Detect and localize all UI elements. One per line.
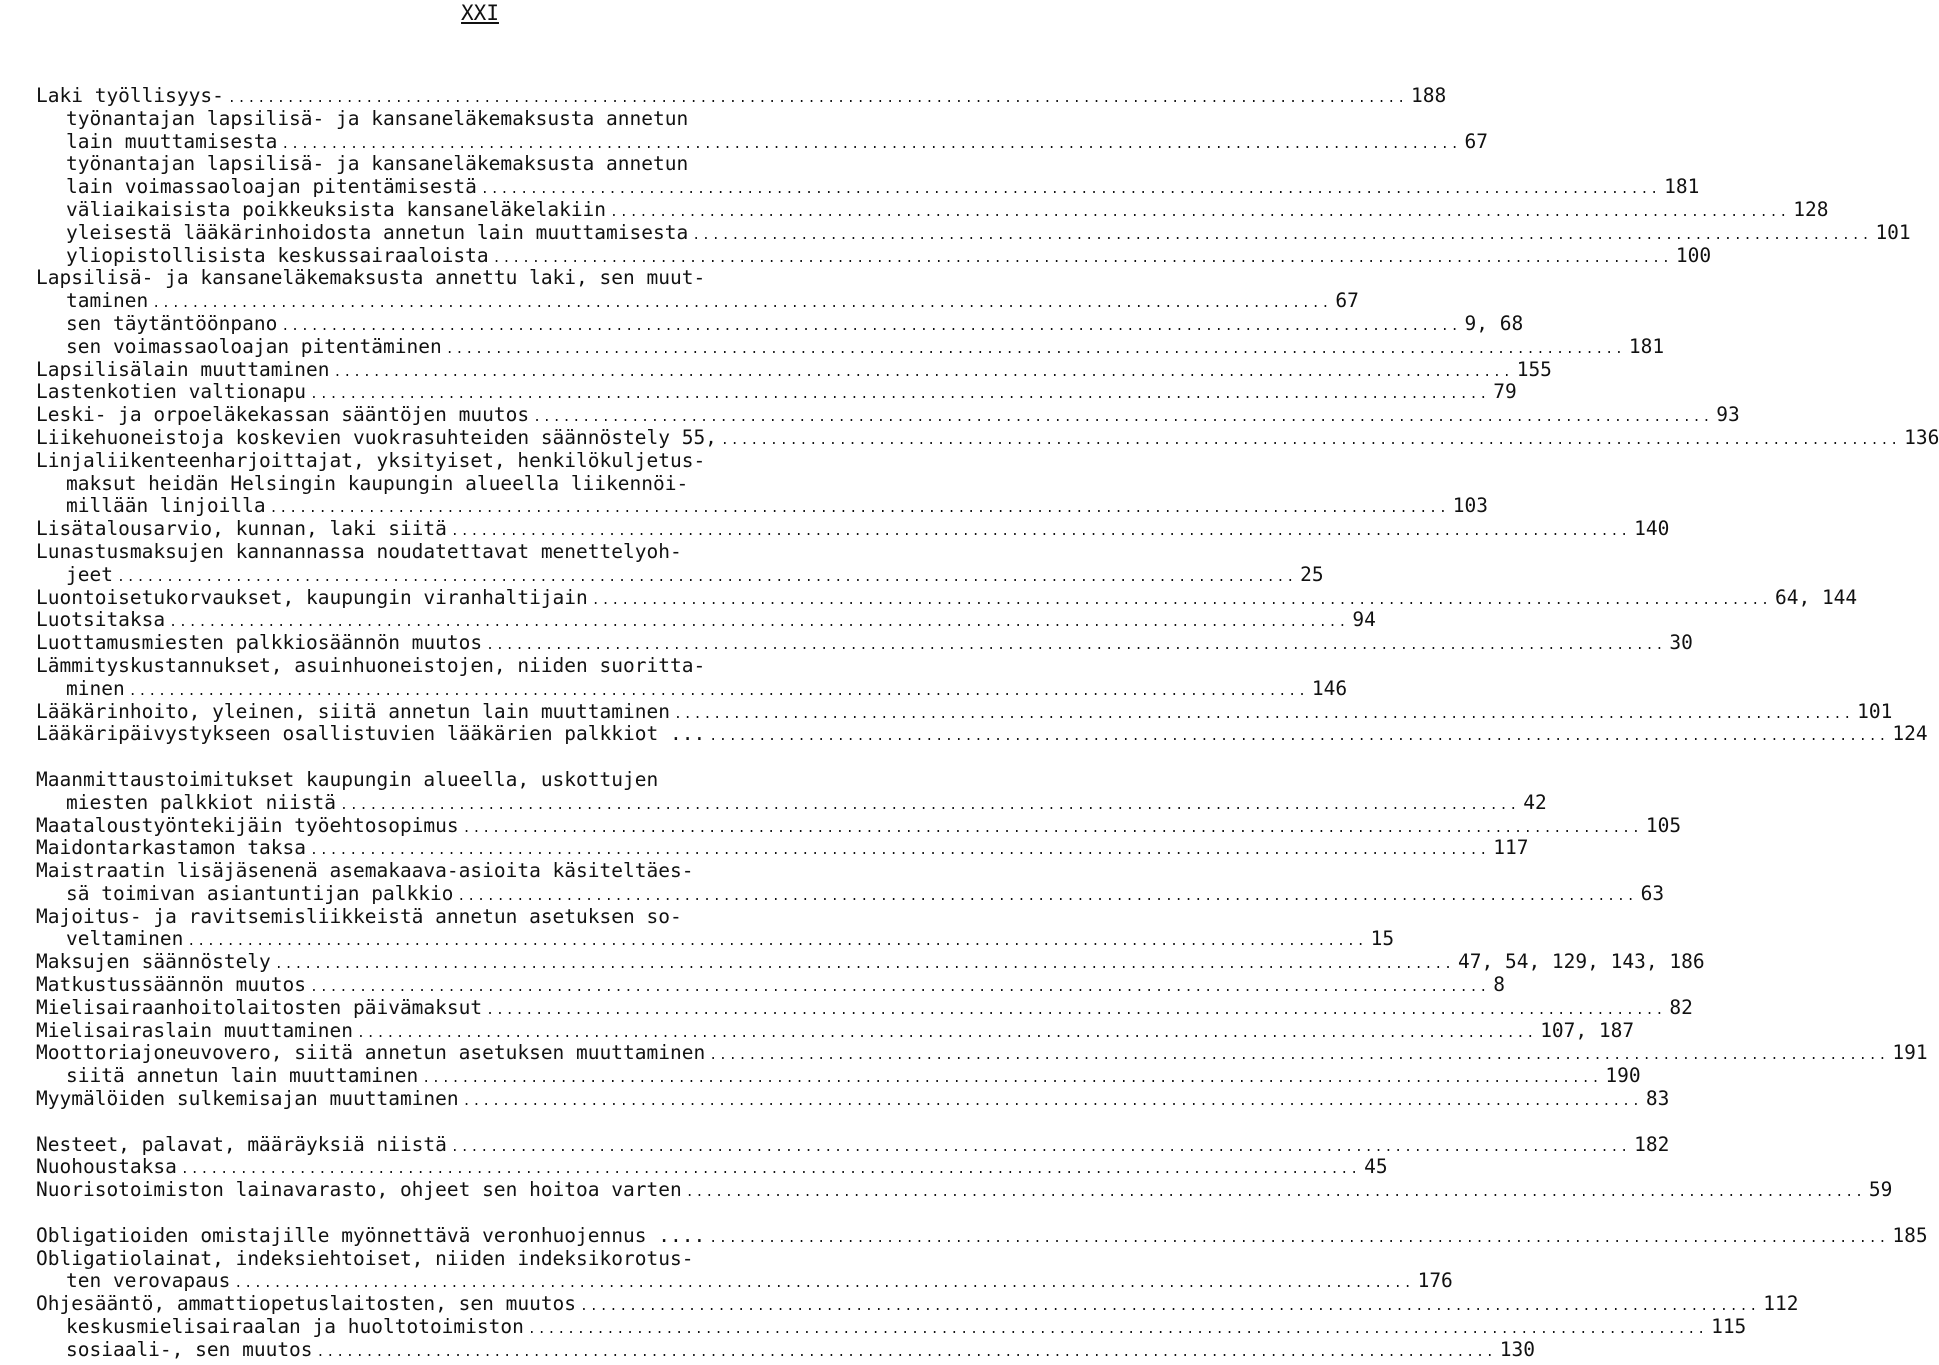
- entry-text: Luontoisetukorvaukset, kaupungin viranhaltijain: [36, 585, 588, 609]
- dot-leader: ........................................................................................................................: [422, 1071, 1602, 1087]
- entry-text: lain muuttamisesta: [66, 129, 278, 153]
- entry-text: Lääkäripäivystykseen osallistuvien lääkärien palkkiot ...: [36, 722, 706, 746]
- index-subentry: [36, 108, 908, 131]
- index-entry: [36, 973, 1505, 997]
- dot-leader: ........................................................................................................................: [281, 136, 1461, 152]
- dot-leader: ........................................................................................................................: [310, 843, 1490, 859]
- dot-leader: ........................................................................................................................: [340, 797, 1520, 813]
- page-reference: 42: [1523, 790, 1547, 814]
- page-reference: 103: [1452, 494, 1489, 518]
- entry-text: Leski- ja orpoeläkekassan sääntöjen muutos: [36, 403, 530, 427]
- dot-leader: ........................................................................................................................: [116, 569, 1297, 585]
- index-entry: [36, 1292, 1799, 1316]
- index-subentry: [36, 175, 1700, 199]
- page-reference: 185: [1892, 1223, 1928, 1247]
- dot-leader: ........................................................................................................................: [152, 296, 1332, 312]
- entry-text: Liikehuoneistoja koskevien vuokrasuhteiden säännöstely 55,: [36, 425, 717, 449]
- page-reference: 82: [1669, 995, 1693, 1019]
- index-entry: [36, 836, 1529, 860]
- entry-text: ten verovapaus: [66, 1269, 231, 1293]
- subject-index: [36, 84, 1939, 1362]
- dot-leader: ........................................................................................................................: [486, 638, 1666, 654]
- dot-leader: ........................................................................................................................: [685, 1185, 1865, 1201]
- index-entry: [36, 699, 1893, 724]
- page-reference: 25: [1300, 562, 1324, 586]
- dot-leader: ........................................................................................................................: [274, 957, 1455, 973]
- dot-leader: ........................................................................................................................: [333, 364, 1513, 380]
- index-entry: [36, 1041, 1928, 1065]
- dot-leader: ........................................................................................................................: [486, 1002, 1666, 1018]
- dot-leader: ........................................................................................................................: [709, 1048, 1889, 1064]
- index-entry: [36, 608, 1376, 632]
- section-gap: [36, 746, 908, 769]
- index-entry: [36, 906, 908, 929]
- page-reference: 30: [1669, 631, 1693, 655]
- dot-leader: ........................................................................................................................: [187, 934, 1367, 950]
- dot-leader: ........................................................................................................................: [673, 706, 1854, 722]
- index-entry: [36, 769, 908, 792]
- index-entry: [36, 1155, 1388, 1179]
- index-entry: [36, 631, 1693, 655]
- index-entry: [36, 1223, 1928, 1248]
- page-reference: 182: [1634, 1132, 1670, 1156]
- index-subentry: [36, 289, 1359, 313]
- entry-text: Mielisairaslain muuttaminen: [36, 1018, 353, 1042]
- dot-leader: ........................................................................................................................: [234, 1276, 1414, 1292]
- entry-text: Maidontarkastamon taksa: [36, 836, 307, 860]
- index-subentry: [36, 1315, 1747, 1339]
- index-subentry: [36, 562, 1324, 587]
- section-gap: [36, 1111, 908, 1134]
- dot-leader: ........................................................................................................................: [709, 729, 1889, 745]
- index-subentry: [36, 1064, 1641, 1088]
- index-entry: [36, 517, 1670, 541]
- entry-text: väliaikaisista poikkeuksista kansaneläkelakiin: [66, 197, 607, 221]
- page-reference: 188: [1411, 84, 1447, 107]
- entry-text: Nuohoustaksa: [36, 1155, 177, 1179]
- entry-text: Laki työllisyys-: [36, 84, 224, 107]
- index-subentry: [36, 311, 1524, 336]
- dot-leader: ........................................................................................................................: [281, 318, 1461, 334]
- index-subentry: [36, 473, 908, 496]
- entry-text: taminen: [66, 289, 149, 313]
- dot-leader: ........................................................................................................................: [533, 410, 1713, 426]
- entry-text: Lisätalousarvio, kunnan, laki siitä: [36, 517, 447, 541]
- page-reference: 181: [1664, 175, 1700, 199]
- index-entry: [36, 860, 908, 883]
- entry-text: Obligatioiden omistajille myönnettävä veronhuojennus ....: [36, 1223, 706, 1247]
- index-subentry: [36, 881, 1665, 906]
- dot-leader: ........................................................................................................................: [492, 250, 1672, 266]
- entry-text: maksut heidän Helsingin kaupungin alueella liikennöi-: [66, 471, 689, 495]
- index-subentry: [36, 220, 1911, 245]
- entry-text: miesten palkkiot niistä: [66, 790, 337, 814]
- dot-leader: ........................................................................................................................: [310, 387, 1490, 403]
- index-entry: [36, 1087, 1670, 1111]
- dot-leader: ........................................................................................................................: [527, 1322, 1708, 1338]
- entry-text: Moottoriajoneuvovero, siitä annetun asetuksen muuttaminen: [36, 1041, 706, 1065]
- section-gap: [36, 1202, 908, 1225]
- dot-leader: ........................................................................................................................: [462, 820, 1642, 836]
- page-reference: 45: [1364, 1155, 1388, 1179]
- index-subentry: [36, 790, 1547, 815]
- entry-text: Lapsilisälain muuttaminen: [36, 357, 330, 381]
- entry-text: yleisestä lääkärinhoidosta annetun lain muuttamisesta: [66, 220, 689, 244]
- index-entry: [36, 425, 1939, 450]
- entry-text: Nesteet, palavat, määräyksiä niistä: [36, 1132, 447, 1156]
- page-reference: 83: [1645, 1087, 1670, 1111]
- dot-leader: ........................................................................................................................: [709, 1230, 1889, 1246]
- entry-text: Luotsitaksa: [36, 608, 166, 632]
- dot-leader: ........................................................................................................................: [450, 1139, 1631, 1155]
- dot-leader: ........................................................................................................................: [457, 888, 1637, 904]
- dot-leader: ........................................................................................................................: [356, 1025, 1537, 1041]
- page-reference: 140: [1634, 517, 1670, 541]
- page-reference: 191: [1892, 1041, 1928, 1065]
- index-subentry: [36, 494, 1489, 518]
- page-reference: 101: [1857, 699, 1893, 723]
- page-reference: 9, 68: [1464, 311, 1524, 335]
- dot-leader: ........................................................................................................................: [269, 501, 1449, 517]
- entry-text: sen täytäntöönpano: [66, 311, 278, 335]
- index-entry: [36, 1178, 1893, 1202]
- entry-text: Matkustussäännön muutos: [36, 973, 307, 997]
- page-reference: 112: [1763, 1292, 1799, 1316]
- index-entry: [36, 995, 1693, 1020]
- index-subentry: [36, 1337, 1535, 1362]
- entry-text: Maanmittaustoimitukset kaupungin alueella, uskottujen: [36, 767, 659, 791]
- dot-leader: ........................................................................................................................: [227, 91, 1408, 106]
- index-entry: [36, 655, 908, 678]
- page-reference: 79: [1493, 380, 1517, 404]
- dot-leader: ........................................................................................................................: [169, 615, 1349, 631]
- entry-text: Obligatiolainat, indeksiehtoiset, niiden indeksikorotus-: [36, 1246, 694, 1270]
- page-reference: 136: [1904, 425, 1939, 449]
- dot-leader: ........................................................................................................................: [591, 592, 1771, 608]
- page-reference: 105: [1645, 813, 1682, 837]
- page-reference: 67: [1335, 289, 1359, 313]
- dot-leader: ........................................................................................................................: [720, 432, 1901, 448]
- page-reference: 94: [1352, 608, 1376, 632]
- index-subentry: [36, 927, 1395, 951]
- entry-text: siitä annetun lain muuttaminen: [66, 1064, 419, 1088]
- page-reference: 128: [1793, 197, 1829, 221]
- entry-text: jeet: [66, 562, 113, 586]
- dot-leader: ........................................................................................................................: [128, 683, 1308, 699]
- page-reference: 190: [1605, 1064, 1641, 1088]
- entry-text: yliopistollisista keskussairaaloista: [66, 243, 489, 267]
- index-entry: [36, 1248, 908, 1271]
- page-reference: 100: [1675, 243, 1712, 267]
- entry-text: Nuorisotoimiston lainavarasto, ohjeet sen hoitoa varten: [36, 1178, 682, 1202]
- dot-leader: ........................................................................................................................: [480, 182, 1661, 198]
- page-reference: 59: [1868, 1178, 1893, 1202]
- dot-leader: ........................................................................................................................: [445, 341, 1625, 357]
- page-reference: 64, 144: [1774, 585, 1858, 609]
- dot-leader: ........................................................................................................................: [692, 227, 1872, 243]
- entry-text: työnantajan lapsilisä- ja kansaneläkemaksusta annetun: [66, 152, 689, 176]
- entry-text: sen voimassaoloajan pitentäminen: [66, 334, 442, 358]
- dot-leader: ........................................................................................................................: [316, 1344, 1496, 1360]
- entry-text: Myymälöiden sulkemisajan muuttaminen: [36, 1087, 459, 1111]
- index-entry: [36, 1018, 1635, 1043]
- page-reference: 155: [1516, 357, 1552, 381]
- index-subentry: [36, 676, 1348, 701]
- entry-text: Lämmityskustannukset, asuinhuoneistojen, niiden suoritta-: [36, 653, 706, 677]
- index-subentry: [36, 243, 1712, 268]
- page-reference: 15: [1370, 927, 1395, 951]
- entry-text: lain voimassaoloajan pitentämisestä: [66, 175, 477, 199]
- entry-text: minen: [66, 676, 125, 700]
- index-subentry: [36, 197, 1829, 222]
- index-entry: [36, 84, 1447, 108]
- index-subentry: [36, 153, 908, 176]
- page-reference: 63: [1640, 881, 1665, 905]
- index-entry: [36, 585, 1858, 610]
- page-reference: 181: [1628, 334, 1665, 358]
- index-entry: [36, 450, 908, 473]
- entry-text: Majoitus- ja ravitsemisliikkeistä annetun asetuksen so-: [36, 904, 682, 928]
- entry-text: Luottamusmiesten palkkiosäännön muutos: [36, 631, 483, 655]
- dot-leader: ........................................................................................................................: [580, 1299, 1760, 1315]
- index-subentry: [36, 334, 1665, 359]
- dot-leader: ........................................................................................................................: [450, 524, 1631, 540]
- page-reference: 101: [1875, 220, 1911, 244]
- index-entry: [36, 403, 1740, 427]
- index-entry: [36, 950, 1705, 974]
- page-reference: 124: [1892, 722, 1928, 746]
- entry-text: keskusmielisairaalan ja huoltotoimiston: [66, 1315, 524, 1339]
- entry-text: Lastenkotien valtionapu: [36, 380, 307, 404]
- entry-text: Mielisairaanhoitolaitosten päivämaksut: [36, 995, 483, 1019]
- page-reference: 67: [1464, 129, 1489, 153]
- entry-text: sä toimivan asiantuntijan palkkio: [66, 881, 454, 905]
- page-reference: 146: [1311, 676, 1348, 700]
- index-subentry: [36, 129, 1489, 154]
- page-reference: 47, 54, 129, 143, 186: [1458, 950, 1705, 974]
- index-entry: [36, 1132, 1670, 1157]
- dot-leader: ........................................................................................................................: [180, 1162, 1361, 1178]
- index-entry: [36, 722, 1928, 746]
- index-entry: [36, 813, 1682, 838]
- dot-leader: ........................................................................................................................: [610, 204, 1790, 220]
- entry-text: Maataloustyöntekijäin työehtosopimus: [36, 813, 459, 837]
- entry-text: työnantajan lapsilisä- ja kansaneläkemaksusta annetun: [66, 106, 689, 130]
- index-entry: [36, 267, 908, 290]
- entry-text: millään linjoilla: [66, 494, 266, 518]
- page-reference: 115: [1711, 1315, 1747, 1339]
- page-reference: 107, 187: [1540, 1018, 1635, 1042]
- page-reference: 117: [1493, 836, 1529, 860]
- index-entry: [36, 380, 1517, 404]
- index-entry: [36, 357, 1552, 382]
- entry-text: veltaminen: [66, 927, 184, 951]
- entry-text: sosiaali-, sen muutos: [66, 1337, 313, 1361]
- entry-text: Lunastusmaksujen kannannassa noudatettavat menettelyoh-: [36, 539, 682, 563]
- page-reference: 93: [1716, 403, 1740, 427]
- dot-leader: ........................................................................................................................: [462, 1094, 1642, 1110]
- entry-text: Maistraatin lisäjäsenenä asemakaava-asioita käsiteltäes-: [36, 859, 694, 883]
- page-reference: 8: [1493, 973, 1505, 997]
- page-number: XXI: [461, 1, 499, 25]
- entry-text: Ohjesääntö, ammattiopetuslaitosten, sen muutos: [36, 1292, 577, 1316]
- entry-text: Maksujen säännöstely: [36, 950, 271, 974]
- page-reference: 176: [1417, 1269, 1453, 1293]
- index-entry: [36, 541, 908, 564]
- page-reference: 130: [1499, 1337, 1535, 1361]
- entry-text: Lapsilisä- ja kansaneläkemaksusta annettu laki, sen muut-: [36, 266, 706, 290]
- index-subentry: [36, 1269, 1453, 1293]
- dot-leader: ........................................................................................................................: [310, 980, 1490, 996]
- entry-text: Linjaliikenteenharjoittajat, yksityiset, henkilökuljetus-: [36, 448, 706, 472]
- entry-text: Lääkärinhoito, yleinen, siitä annetun lain muuttaminen: [36, 699, 670, 723]
